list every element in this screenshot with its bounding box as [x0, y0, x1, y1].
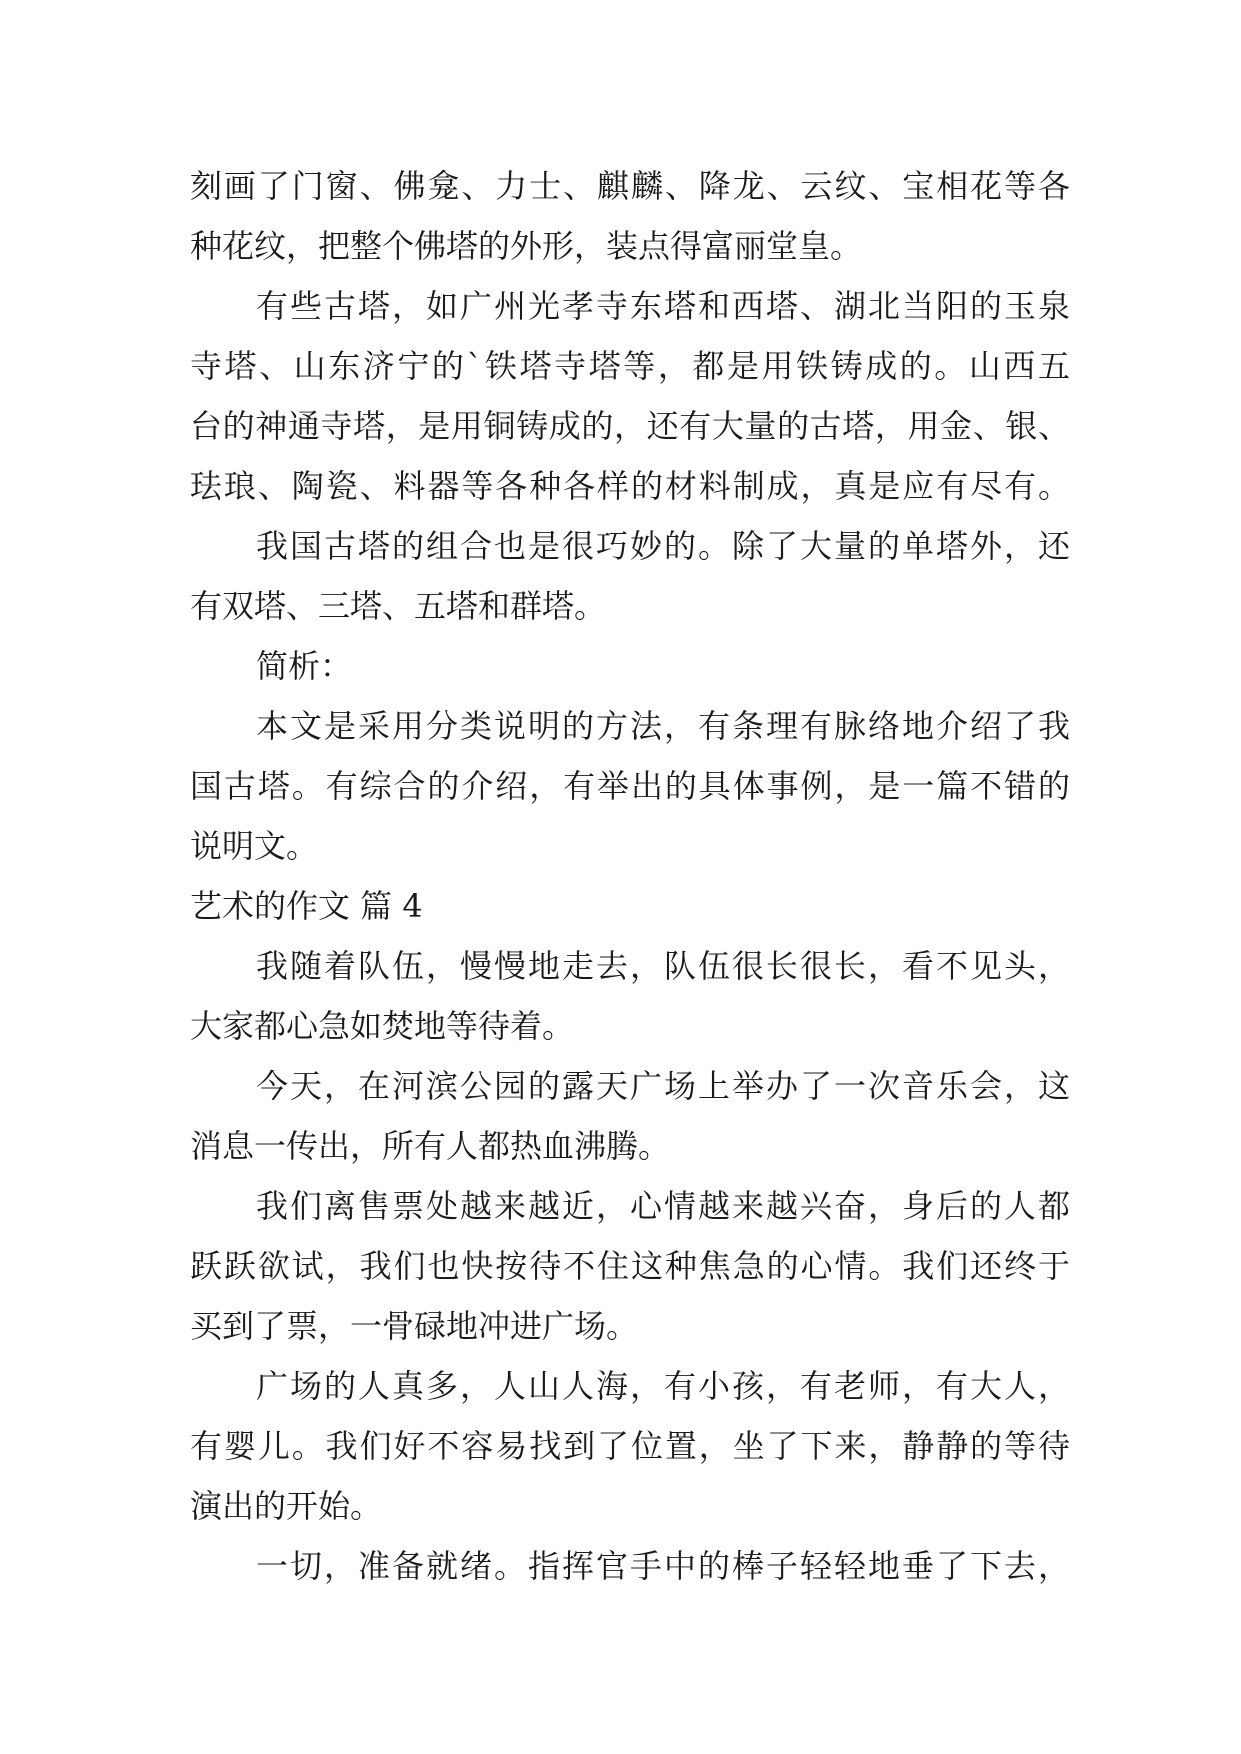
section-heading: 艺术的作文 篇 4	[190, 887, 423, 925]
text-line: 简析：	[256, 647, 353, 685]
text-line: 演出的开始。	[190, 1487, 383, 1525]
text-line: 一切，准备就绪。指挥官手中的棒子轻轻地垂了下去，	[256, 1547, 1070, 1585]
text-line: 我随着队伍，慢慢地走去，队伍很长很长，看不见头，	[256, 947, 1070, 985]
text-line: 大家都心急如焚地等待着。	[190, 1007, 575, 1045]
text-line: 有婴儿。我们好不容易找到了位置，坐了下来，静静的等待	[190, 1427, 1070, 1465]
text-line: 珐琅、陶瓷、料器等各种各样的材料制成，真是应有尽有。	[190, 467, 1070, 505]
text-line: 寺塔、山东济宁的`铁塔寺塔等，都是用铁铸成的。山西五	[190, 347, 1070, 385]
text-line: 有些古塔，如广州光孝寺东塔和西塔、湖北当阳的玉泉	[256, 287, 1070, 325]
text-line: 消息一传出，所有人都热血沸腾。	[190, 1127, 671, 1165]
text-line: 本文是采用分类说明的方法，有条理有脉络地介绍了我	[256, 707, 1070, 745]
text-line: 国古塔。有综合的介绍，有举出的具体事例，是一篇不错的	[190, 767, 1070, 805]
text-line: 广场的人真多，人山人海，有小孩，有老师，有大人，	[256, 1367, 1070, 1405]
text-line: 说明文。	[190, 827, 319, 865]
text-line: 刻画了门窗、佛龛、力士、麒麟、降龙、云纹、宝相花等各	[190, 167, 1070, 205]
text-line: 种花纹，把整个佛塔的外形，装点得富丽堂皇。	[190, 227, 863, 265]
text-line: 我们离售票处越来越近，心情越来越兴奋，身后的人都	[256, 1187, 1070, 1225]
text-line: 有双塔、三塔、五塔和群塔。	[190, 587, 607, 625]
text-line: 我国古塔的组合也是很巧妙的。除了大量的单塔外，还	[256, 527, 1070, 565]
text-line: 买到了票，一骨碌地冲进广场。	[190, 1307, 639, 1345]
text-line: 跃跃欲试，我们也快按待不住这种焦急的心情。我们还终于	[190, 1247, 1070, 1285]
text-line: 今天，在河滨公园的露天广场上举办了一次音乐会，这	[256, 1067, 1070, 1105]
text-line: 台的神通寺塔，是用铜铸成的，还有大量的古塔，用金、银、	[190, 407, 1070, 445]
